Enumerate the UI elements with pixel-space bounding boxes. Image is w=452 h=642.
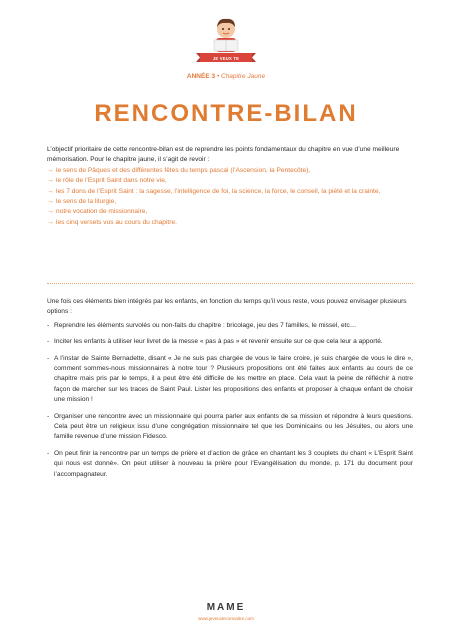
options-list bbox=[47, 321, 413, 480]
year-label: ANNÉE 3 bbox=[186, 73, 216, 80]
review-item: → le sens de la liturgie, bbox=[47, 197, 413, 207]
options-section bbox=[47, 297, 413, 486]
review-item: → notre vocation de missionnaire, bbox=[47, 207, 413, 217]
logo-banner-text: JE VEUX TE CONNAÎTRE bbox=[212, 55, 240, 70]
divider bbox=[47, 283, 413, 284]
option-item: - A l’instar de Sainte Bernadette, disant « Je ne suis pas chargée de vous le faire croire, je suis chargée de vous le dire », comment sommes-nous missionnaires à notre tour ? Plusieurs propositions ont été faites aux enfants au cours de ce chapitre mais pris par le temps, il a peut être été difficile de les mettre en place. Cela vaut la peine de réfléchir à notre façon de marcher sur les traces de Saint Paul. Lister les propositions des enfants et proposer à chaque enfant de choisir une mission ! bbox=[47, 354, 413, 406]
option-item: - Inciter les enfants à utiliser leur livret de la messe « pas à pas » et revenir ensuite sur ce que cela leur a apporté. bbox=[47, 337, 413, 347]
logo bbox=[196, 16, 256, 72]
review-list bbox=[47, 166, 413, 228]
chapter-label: Chapitre Jaune bbox=[221, 73, 266, 80]
separator: • bbox=[216, 73, 220, 80]
option-item: - On peut finir la rencontre par un temps de prière et d’action de grâce en chantant les 3 couplets du chant « L’Esprit Saint qui nous est donné». On peut utiliser à nouveau la prière pour l’Evangélisation du monde, p. 171 du document pour l’accompagnateur. bbox=[47, 449, 413, 480]
option-item: - Organiser une rencontre avec un missionnaire qui pourra parler aux enfants de sa mission et répondre à leurs questions. Cela peut être un religieux issu d’une congrégation missionnaire tel que les Dominicains ou les Jésuites, ou alors une famille revenue d’une mission Fidesco. bbox=[47, 412, 413, 443]
footer-brand: MAME bbox=[206, 602, 246, 613]
footer-url[interactable]: www.jeveuxteconnaitre.com bbox=[198, 616, 254, 621]
intro-paragraph: L’objectif prioritaire de cette rencontre-bilan est de reprendre les points fondamentaux du chapitre en vue d’une meilleure mémorisation. Pour le chapitre jaune, il s’agit de revoir : bbox=[47, 146, 400, 164]
review-item: → le rôle de l’Esprit Saint dans notre vie, bbox=[47, 176, 413, 186]
options-intro: Une fois ces éléments bien intégrés par les enfants, en fonction du temps qu’il vous reste, vous pouvez envisager plusieurs options : bbox=[47, 298, 407, 316]
review-item: → les 7 dons de l’Esprit Saint : la sagesse, l’intelligence de foi, la science, la force, le conseil, la piété et la crainte, bbox=[47, 187, 413, 197]
review-item: → les cinq versets vus au cours du chapitre. bbox=[47, 218, 413, 228]
page-title: RENCONTRE-BILAN bbox=[94, 100, 358, 127]
option-item: - Reprendre les éléments survolés ou non-faits du chapitre : bricolage, jeu des 7 familles, le missel, etc… bbox=[47, 321, 413, 331]
review-item: → le sens de Pâques et des différentes fêtes du temps pascal (l’Ascension, la Pentecôte), bbox=[47, 166, 413, 176]
chapter-header bbox=[0, 73, 452, 80]
intro-section bbox=[47, 145, 413, 228]
